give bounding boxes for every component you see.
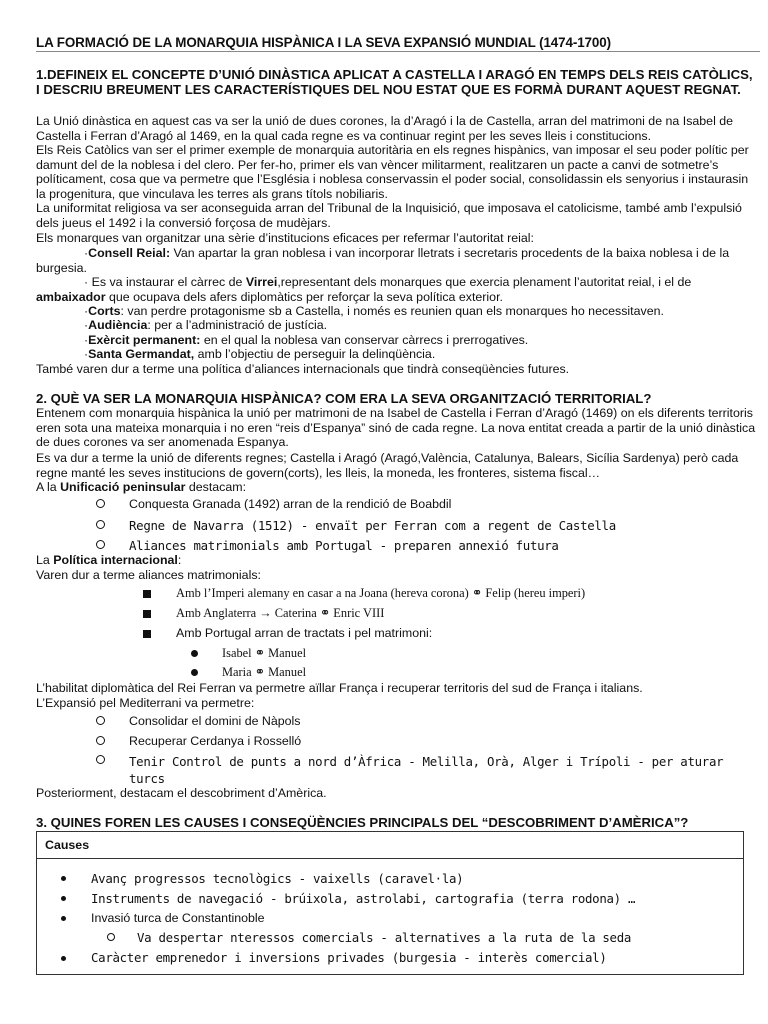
- unificacio-item-3: Aliances matrimonials amb Portugal - preparen annexió futura: [129, 538, 559, 553]
- marriage-item-1: Isabel ⚭ Manuel: [222, 646, 307, 660]
- question-3-heading: 3. QUINES FOREN LES CAUSES I CONSEQÜÈNCIES PRINCIPALS DEL “DESCOBRIMENT D’AMÈRICA”?: [36, 815, 689, 830]
- square-bullet-icon: [143, 610, 151, 618]
- circle-bullet-icon: [96, 755, 105, 764]
- term-unificacio: Unificació peninsular: [60, 480, 186, 494]
- square-bullet-icon: [143, 630, 151, 638]
- dot-bullet-icon: [61, 876, 66, 881]
- q2-paragraph-4: L’Expansió pel Mediterrani va permetre:: [36, 696, 255, 710]
- dot-bullet-icon: [61, 956, 66, 961]
- dot-bullet-icon: [191, 650, 198, 657]
- document-title: LA FORMACIÓ DE LA MONARQUIA HISPÀNICA I LA SEVA EXPANSIÓ MUNDIAL (1474-1700): [36, 35, 611, 50]
- term-consell-reial: Consell Reial:: [88, 246, 171, 260]
- circle-bullet-icon: [96, 499, 105, 508]
- politica-line: Varen dur a terme aliances matrimonials:: [36, 568, 261, 582]
- institution-corts: ·Corts: van perdre protagonisme sb a Castella, i només es reunien quan els monarques ho necessitaven.: [84, 304, 664, 318]
- dot-bullet-icon: [191, 669, 198, 676]
- causes-header-divider: [37, 858, 743, 859]
- title-underline: [36, 51, 760, 52]
- institution-virrei-ambaixador: · Es va instaurar el càrrec de Virrei,representant dels monarques que exercia plenament l’autoritat reial, i el de ambaixador que ocupava dels afers diplomàtics per reforçar la seva política exterior.: [36, 275, 692, 304]
- q1-paragraph-2: Els Reis Catòlics van ser el primer exemple de monarquia autoritària en els regnes hispànics, van imposar el seu poder polític per damunt del de la noblesa i del clero. Per fer-ho, primer els van vèncer militarment, realitzaren un pacte a canvi de sotmetre’s políticament, cosa que va permetre que l’Església i noblesa conservassin el poder social, consolidassin els senyorius i instaurasin la progenitura, que vinculava les terres als grans títols nobiliaris.: [36, 143, 749, 201]
- alliance-item-1: Amb l’Imperi alemany en casar a na Joana (hereva corona) ⚭ Felip (hereu imperi): [176, 586, 586, 600]
- cause-item-2: Instruments de navegació - brúixola, astrolabi, cartografia (terra rodona) …: [91, 891, 636, 906]
- cause-item-1: Avanç progressos tecnològics - vaixells (caravel·la): [91, 871, 464, 886]
- question-1-heading: 1.DEFINEIX EL CONCEPTE D’UNIÓ DINÀSTICA APLICAT A CASTELLA I ARAGÓ EN TEMPS DELS REIS CATÒLICS, I DESCRIU BREUMENT LES CARACTERÍSTIQUES DEL NOU ESTAT QUE ES FORMÀ DURANT AQUEST REGNAT.: [36, 67, 753, 97]
- circle-bullet-icon: [96, 716, 105, 725]
- mediterrani-item-2: Recuperar Cerdanya i Rosselló: [129, 734, 302, 748]
- term-politica-internacional: Política internacional: [53, 553, 178, 567]
- q2-paragraph-1: Entenem com monarquia hispànica la unió per matrimoni de na Isabel de Castella i Ferran d’Aragó (1469) on els diferents territoris eren sota una mateixa monarquia i no eren “reis d’Espanya” sinó de cada regne. La nova entitat creada a partir de la unió dinàstica de dues corones va ser anomenada Espanya.: [36, 406, 756, 450]
- cause-item-3: Invasió turca de Constantinoble: [91, 911, 265, 925]
- institution-consell-reial: ·Consell Reial: Van apartar la gran noblesa i van incorporar lletrats i secretaris procedents de la baixa noblesa i de la burgesia.: [36, 246, 730, 275]
- unificacio-item-2: Regne de Navarra (1512) - envaït per Ferran com a regent de Castella: [129, 518, 616, 533]
- circle-bullet-icon: [96, 540, 105, 549]
- q2-paragraph-3: L’habilitat diplomàtica del Rei Ferran va permetre aïllar França i recuperar territoris del sud de França i italians.: [36, 681, 643, 695]
- unificacio-item-1: Conquesta Granada (1492) arran de la rendició de Boabdil: [129, 497, 452, 511]
- mediterrani-item-3: Tenir Control de punts a nord d’Àfrica - Melilla, Orà, Alger i Trípoli - per aturar: [129, 754, 724, 769]
- q1-paragraph-4: Els monarques van organitzar una sèrie d’institucions eficaces per refermar l’autoritat reial:: [36, 231, 534, 245]
- q2-paragraph-2: Es va dur a terme la unió de diferents regnes; Castella i Aragó (Aragó,València, Catalunya, Balears, Sicília Sardenya) però cada regne manté les seves institucions de govern(corts), les lleis, la moneda, les fronteres, sistema fiscal…: [36, 451, 739, 480]
- circle-bullet-icon: [96, 736, 105, 745]
- square-bullet-icon: [143, 590, 151, 598]
- cause-item-4: Caràcter emprenedor i inversions privades (burgesia - interès comercial): [91, 950, 607, 965]
- q2-paragraph-5: Posteriorment, destacam el descobriment d’Amèrica.: [36, 786, 327, 800]
- institution-santa-germandat: ·Santa Germandat, amb l’objectiu de perseguir la delinqüència.: [84, 347, 436, 361]
- circle-bullet-icon: [96, 520, 105, 529]
- mediterrani-item-3-continued: turcs: [129, 771, 165, 786]
- term-ambaixador: ambaixador: [36, 289, 106, 304]
- circle-bullet-icon: [107, 933, 115, 941]
- dot-bullet-icon: [61, 896, 66, 901]
- question-2-heading: 2. QUÈ VA SER LA MONARQUIA HISPÀNICA? COM ERA LA SEVA ORGANITZACIÓ TERRITORIAL?: [36, 391, 652, 406]
- q1-paragraph-3: La uniformitat religiosa va ser aconseguida arran del Tribunal de la Inquisició, que imposava el catolicisme, també amb l’expulsió dels jueus el 1492 i la conversió forçosa de mudèjars.: [36, 201, 742, 230]
- alliance-item-2: Amb Anglaterra → Caterina ⚭ Enric VIII: [176, 606, 385, 620]
- q1-final-paragraph: També varen dur a terme una política d’aliances internacionals que tindrà conseqüències futures.: [36, 362, 570, 376]
- institution-audiencia: ·Audiència: per a l’administració de justícia.: [84, 318, 328, 332]
- causes-table: [36, 831, 744, 975]
- mediterrani-item-1: Consolidar el domini de Nàpols: [129, 714, 301, 728]
- q1-paragraph-1: La Unió dinàstica en aquest cas va ser la unió de dues corones, la d’Aragó i la de Castella, arran del matrimoni de na Isabel de Castella i Ferran d’Aragó al 1469, en la qual cada regne es va continuar regint per les seves lleis i constitucions.: [36, 114, 734, 143]
- cause-item-3-sub: Va despertar nteressos comercials - alternatives a la ruta de la seda: [137, 930, 632, 945]
- dot-bullet-icon: [61, 916, 66, 921]
- institution-exercit: ·Exèrcit permanent: en el qual la noblesa van conservar càrrecs i prerrogatives.: [84, 333, 529, 347]
- causes-header: Causes: [45, 838, 90, 852]
- politica-intro: La Política internacional:: [36, 553, 182, 567]
- unificacio-intro: A la Unificació peninsular destacam:: [36, 480, 247, 494]
- term-virrei: Virrei: [245, 275, 278, 289]
- marriage-item-2: Maria ⚭ Manuel: [222, 665, 307, 679]
- alliance-item-3: Amb Portugal arran de tractats i pel matrimoni:: [176, 626, 433, 640]
